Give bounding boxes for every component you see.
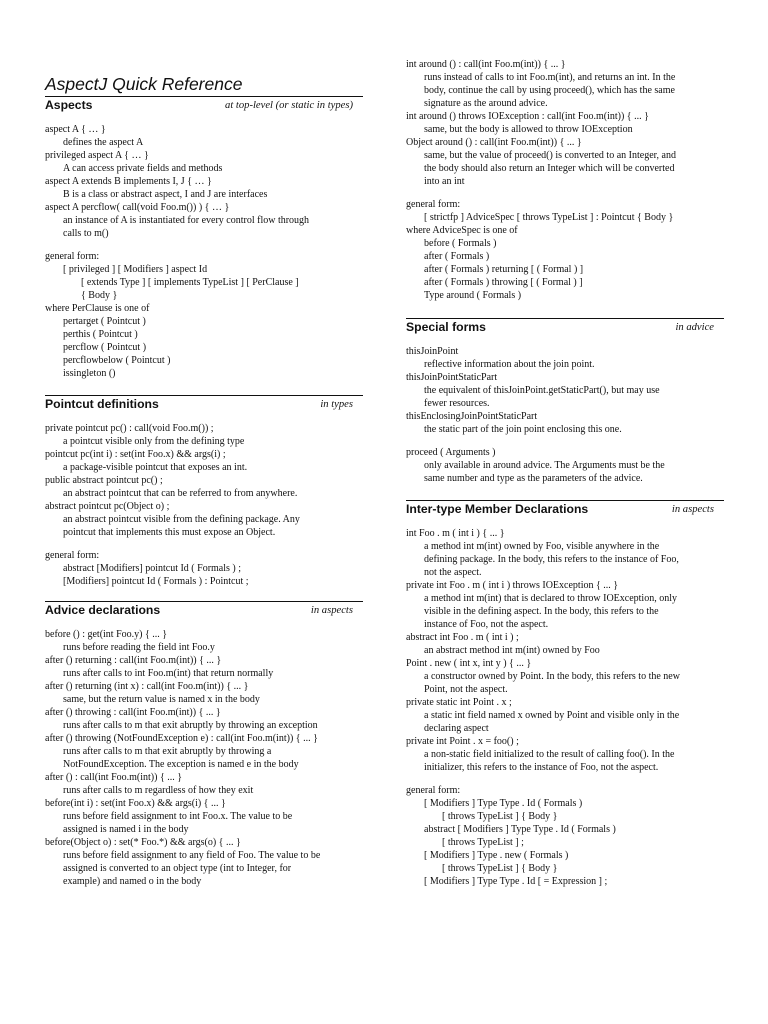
- section-body: [406, 527, 736, 888]
- description-line: before ( Formals ): [424, 238, 497, 249]
- description-line: perthis ( Pointcut ): [63, 329, 138, 340]
- syntax-line: abstract pointcut pc(Object o) ;: [45, 501, 170, 512]
- description-line: abstract [Modifiers] pointcut Id ( Formals ) ;: [63, 563, 242, 574]
- description-line: the static part of the join point enclosing this one.: [424, 424, 622, 435]
- syntax-line: after () returning (int x) : call(int Foo.m(int)) { ... }: [45, 681, 249, 692]
- description-line: after ( Formals ) returning [ ( Formal ) ]: [424, 264, 584, 275]
- description-line: [ throws TypeList ] { Body }: [442, 863, 558, 874]
- description-line: visible in the defining aspect. In the body, this refers to the: [424, 606, 659, 617]
- section-header-inter-type-member-declarations: [406, 500, 724, 518]
- syntax-line: public abstract pointcut pc() ;: [45, 475, 163, 486]
- description-line: only available in around advice. The Arguments must be the: [424, 460, 665, 471]
- section-note: at top-level (or static in types): [225, 100, 353, 111]
- syntax-line: after () returning : call(int Foo.m(int)) { ... }: [45, 655, 222, 666]
- syntax-line: proceed ( Arguments ): [406, 447, 496, 458]
- syntax-line: private pointcut pc() : call(void Foo.m()) ;: [45, 423, 214, 434]
- description-line: after ( Formals ) throwing [ ( Formal ) ]: [424, 277, 583, 288]
- description-line: runs after calls to m regardless of how they exit: [63, 785, 254, 796]
- description-line: same, but the value of proceed() is converted to an Integer, and: [424, 150, 676, 161]
- section-body: [45, 422, 375, 588]
- description-line: runs after calls to m that exit abruptly by throwing an exception: [63, 720, 318, 731]
- description-line: { Body }: [81, 290, 118, 301]
- section-heading: Inter-type Member Declarations: [406, 502, 589, 516]
- description-line: a method int m(int) owned by Foo, visible anywhere in the: [424, 541, 660, 552]
- section-body: [406, 58, 736, 302]
- section-header-aspects: [45, 96, 363, 114]
- description-line: [ throws TypeList ] { Body }: [442, 811, 558, 822]
- description-line: Point, not the aspect.: [424, 684, 508, 695]
- description-line: initializer, this refers to the instance of Foo, not the aspect.: [424, 762, 659, 773]
- description-line: [ strictfp ] AdviceSpec [ throws TypeList ] : Pointcut { Body }: [424, 212, 674, 223]
- description-line: a package-visible pointcut that exposes an int.: [63, 462, 248, 473]
- description-line: instance of Foo, not the aspect.: [424, 619, 549, 630]
- description-line: assigned is converted to an object type (int to Integer, for: [63, 863, 292, 874]
- description-line: runs before reading the field int Foo.y: [63, 642, 215, 653]
- syntax-line: Point . new ( int x, int y ) { ... }: [406, 658, 532, 669]
- section-note: in advice: [675, 322, 714, 333]
- syntax-line: private int Point . x = foo() ;: [406, 736, 519, 747]
- description-line: A can access private fields and methods: [63, 163, 223, 174]
- description-line: same, but the return value is named x in the body: [63, 694, 260, 705]
- description-line: an abstract method int m(int) owned by Foo: [424, 645, 600, 656]
- description-line: [ Modifiers ] Type Type . Id ( Formals ): [424, 798, 583, 809]
- syntax-line: int Foo . m ( int i ) { ... }: [406, 528, 505, 539]
- description-line: assigned is named i in the body: [63, 824, 189, 835]
- syntax-line: after () throwing (NotFoundException e) : call(int Foo.m(int)) { ... }: [45, 733, 318, 744]
- syntax-line: where AdviceSpec is one of: [406, 225, 518, 236]
- syntax-line: int around () : call(int Foo.m(int)) { ... }: [406, 59, 566, 70]
- description-line: example) and named o in the body: [63, 876, 202, 887]
- syntax-line: aspect A { … }: [45, 124, 106, 135]
- syntax-line: after () throwing : call(int Foo.m(int)) { ... }: [45, 707, 221, 718]
- description-line: [Modifiers] pointcut Id ( Formals ) : Pointcut ;: [63, 576, 249, 587]
- description-line: declaring aspect: [424, 723, 489, 734]
- description-line: signature as the around advice.: [424, 98, 548, 109]
- description-line: Type around ( Formals ): [424, 290, 522, 301]
- description-line: defines the aspect A: [63, 137, 144, 148]
- spacer: [45, 240, 375, 250]
- spacer: [45, 539, 375, 549]
- section-header-advice-declarations: [45, 601, 363, 619]
- description-line: abstract [ Modifiers ] Type Type . Id ( Formals ): [424, 824, 616, 835]
- description-line: percflowbelow ( Pointcut ): [63, 355, 171, 366]
- description-line: pertarget ( Pointcut ): [63, 316, 146, 327]
- description-line: [ Modifiers ] Type . new ( Formals ): [424, 850, 569, 861]
- section-body: [45, 123, 375, 380]
- syntax-line: general form:: [406, 199, 461, 210]
- description-line: runs before field assignment to int Foo.x. The value to be: [63, 811, 293, 822]
- syntax-line: before () : get(int Foo.y) { ... }: [45, 629, 168, 640]
- description-line: [ throws TypeList ] ;: [442, 837, 524, 848]
- syntax-line: general form:: [406, 785, 461, 796]
- section-header-pointcut-definitions: [45, 395, 363, 413]
- description-line: a constructor owned by Point. In the body, this refers to the new: [424, 671, 680, 682]
- syntax-line: general form:: [45, 251, 100, 262]
- description-line: runs before field assignment to any field of Foo. The value to be: [63, 850, 321, 861]
- syntax-line: thisEnclosingJoinPointStaticPart: [406, 411, 538, 422]
- syntax-line: general form:: [45, 550, 100, 561]
- section-heading: Aspects: [45, 98, 93, 112]
- section-heading: Advice declarations: [45, 603, 161, 617]
- description-line: same, but the body is allowed to throw IOException: [424, 124, 633, 135]
- description-line: [ privileged ] [ Modifiers ] aspect Id: [63, 264, 208, 275]
- description-line: the body should also return an Integer which will be converted: [424, 163, 675, 174]
- description-line: pointcut that implements this must expose an Object.: [63, 527, 276, 538]
- section-body: [406, 345, 736, 485]
- section-heading: Special forms: [406, 320, 486, 334]
- section-heading: Pointcut definitions: [45, 397, 159, 411]
- description-line: a static int field named x owned by Point and visible only in the: [424, 710, 680, 721]
- section-note: in aspects: [310, 605, 353, 616]
- spacer: [406, 188, 736, 198]
- spacer: [406, 774, 736, 784]
- page-title: AspectJ Quick Reference: [45, 74, 243, 94]
- syntax-line: thisJoinPoint: [406, 346, 459, 357]
- section-body: [45, 628, 375, 888]
- syntax-line: abstract int Foo . m ( int i ) ;: [406, 632, 519, 643]
- description-line: defining package. In the body, this refers to the instance of Foo,: [424, 554, 679, 565]
- syntax-line: private static int Point . x ;: [406, 697, 512, 708]
- description-line: the equivalent of thisJoinPoint.getStaticPart(), but may use: [424, 385, 660, 396]
- syntax-line: before(Object o) : set(* Foo.*) && args(o) { ... }: [45, 837, 241, 848]
- description-line: not the aspect.: [424, 567, 482, 578]
- description-line: percflow ( Pointcut ): [63, 342, 147, 353]
- syntax-line: before(int i) : set(int Foo.x) && args(i) { ... }: [45, 798, 226, 809]
- spacer: [406, 436, 736, 446]
- description-line: an instance of A is instantiated for every control flow through: [63, 215, 310, 226]
- description-line: [ Modifiers ] Type Type . Id [ = Expression ] ;: [424, 876, 608, 887]
- syntax-line: pointcut pc(int i) : set(int Foo.x) && args(i) ;: [45, 449, 226, 460]
- description-line: fewer resources.: [424, 398, 490, 409]
- syntax-line: privileged aspect A { … }: [45, 150, 149, 161]
- description-line: NotFoundException. The exception is named e in the body: [63, 759, 299, 770]
- syntax-line: private int Foo . m ( int i ) throws IOException { ... }: [406, 580, 619, 591]
- syntax-line: where PerClause is one of: [45, 303, 150, 314]
- description-line: an abstract pointcut that can be referred to from anywhere.: [63, 488, 298, 499]
- section-note: in types: [320, 399, 353, 410]
- description-line: B is a class or abstract aspect, I and J are interfaces: [63, 189, 268, 200]
- description-line: body, continue the call by using proceed(), which has the same: [424, 85, 675, 96]
- description-line: after ( Formals ): [424, 251, 490, 262]
- syntax-line: thisJoinPointStaticPart: [406, 372, 498, 383]
- description-line: a method int m(int) that is declared to throw IOException, only: [424, 593, 677, 604]
- description-line: runs instead of calls to int Foo.m(int), and returns an int. In the: [424, 72, 676, 83]
- description-line: a non-static field initialized to the result of calling foo(). In the: [424, 749, 675, 760]
- section-note: in aspects: [671, 504, 714, 515]
- syntax-line: aspect A percflow( call(void Foo.m()) ) { … }: [45, 202, 230, 213]
- syntax-line: aspect A extends B implements I, J { … }: [45, 176, 212, 187]
- description-line: calls to m(): [63, 228, 109, 239]
- description-line: runs after calls to int Foo.m(int) that return normally: [63, 668, 274, 679]
- description-line: issingleton (): [63, 368, 116, 379]
- description-line: a pointcut visible only from the defining type: [63, 436, 245, 447]
- description-line: runs after calls to m that exit abruptly by throwing a: [63, 746, 272, 757]
- description-line: reflective information about the join point.: [424, 359, 595, 370]
- description-line: same number and type as the parameters of the advice.: [424, 473, 643, 484]
- syntax-line: int around () throws IOException : call(int Foo.m(int)) { ... }: [406, 111, 649, 122]
- description-line: into an int: [424, 176, 465, 187]
- syntax-line: Object around () : call(int Foo.m(int)) { ... }: [406, 137, 582, 148]
- syntax-line: after () : call(int Foo.m(int)) { ... }: [45, 772, 183, 783]
- description-line: an abstract pointcut visible from the defining package. Any: [63, 514, 300, 525]
- section-header-special-forms: [406, 318, 724, 336]
- description-line: [ extends Type ] [ implements TypeList ] [ PerClause ]: [81, 277, 299, 288]
